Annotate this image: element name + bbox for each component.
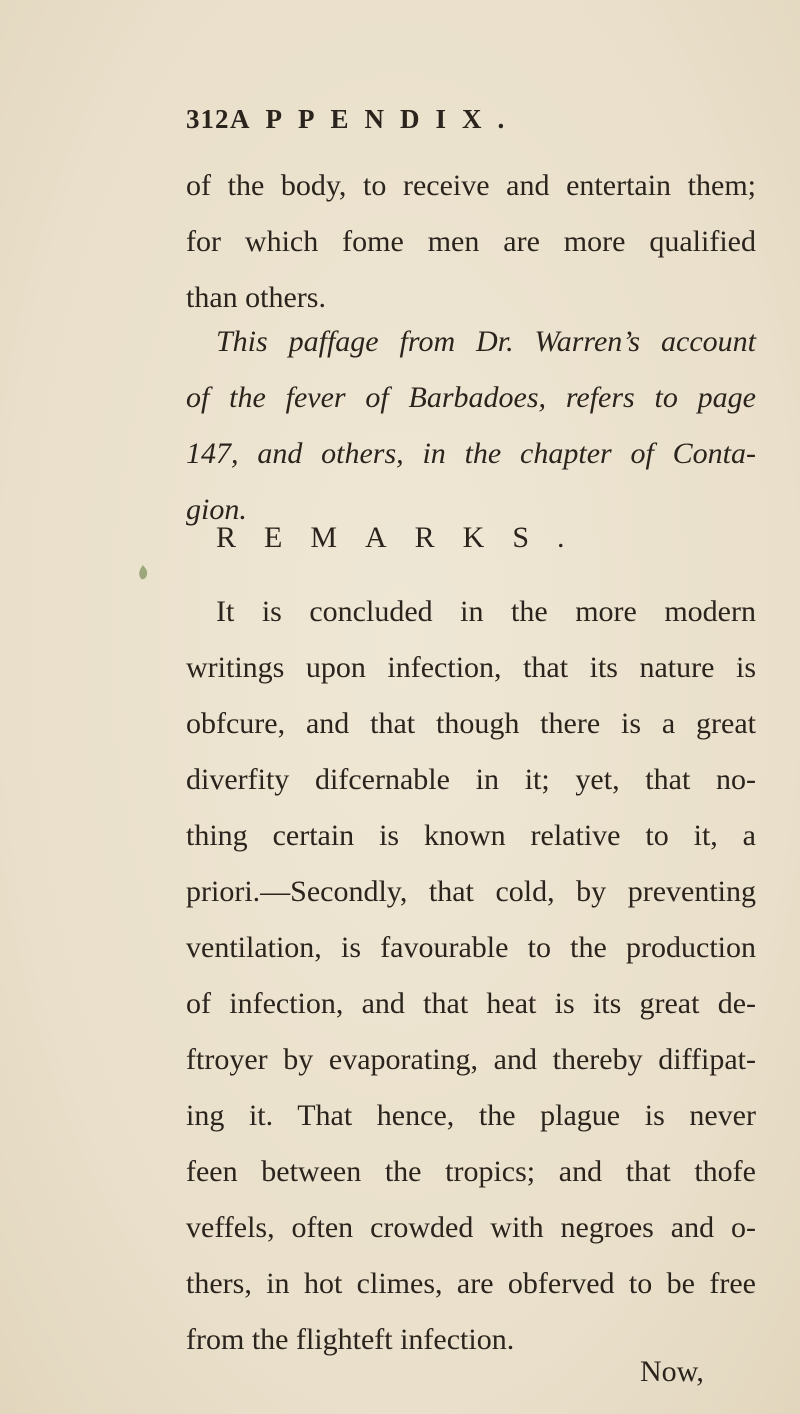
text-line: diverfity difcernable in it; yet, that no- xyxy=(186,763,756,796)
text-line: This paffage from Dr. Warren’s account xyxy=(216,325,756,358)
text-line: from the flighteft infection. xyxy=(186,1323,515,1356)
text-line: for which fome men are more qualified xyxy=(186,225,756,258)
text-line: of infection, and that heat is its great de- xyxy=(186,987,756,1020)
text-line: thers, in hot climes, are obferved to be free xyxy=(186,1267,756,1300)
text-line: of the fever of Barbadoes, refers to page xyxy=(186,381,756,414)
paragraph-1 xyxy=(186,158,756,326)
paragraph-2 xyxy=(186,314,756,538)
text-line: priori.—Secondly, that cold, by preventing xyxy=(186,875,756,908)
section-heading: REMARKS. xyxy=(216,521,593,554)
text-line: ftroyer by evaporating, and thereby diffipat- xyxy=(186,1043,756,1076)
text-line: veffels, often crowded with negroes and o- xyxy=(186,1211,756,1244)
text-line: writings upon infection, that its nature is xyxy=(186,651,756,684)
text-line: than others. xyxy=(186,281,326,314)
running-head: APPENDIX. xyxy=(230,104,521,134)
text-line: It is concluded in the more modern xyxy=(216,595,756,628)
page-number: 312 xyxy=(186,104,230,134)
text-line: of the body, to receive and entertain them; xyxy=(186,169,756,202)
text-line: thing certain is known relative to it, a xyxy=(186,819,756,852)
text-line: 147, and others, in the chapter of Conta- xyxy=(186,437,756,470)
text-line: obfcure, and that though there is a great xyxy=(186,707,756,740)
text-line: ventilation, is favourable to the production xyxy=(186,931,756,964)
text-line: ing it. That hence, the plague is never xyxy=(186,1099,756,1132)
catchword: Now, xyxy=(640,1355,704,1388)
page-header xyxy=(186,104,760,140)
text-line: gion. xyxy=(186,493,247,526)
ink-blot-icon xyxy=(136,564,150,582)
paragraph-3 xyxy=(186,584,756,1368)
text-line: feen between the tropics; and that thofe xyxy=(186,1155,756,1188)
